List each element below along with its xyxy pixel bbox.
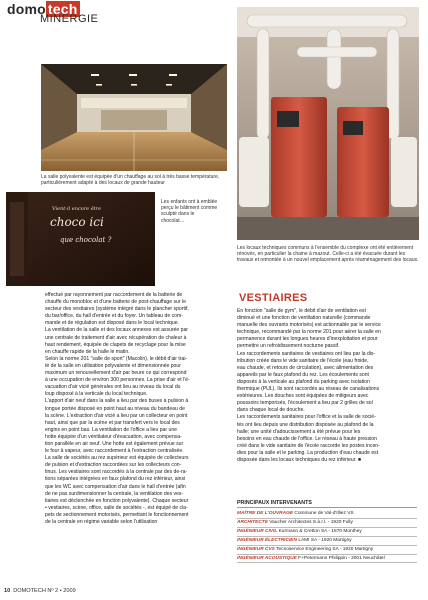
right-column [237, 308, 419, 464]
body-line: la scène. L'extraction d'air vicié a lieu par un collecteur en point [45, 412, 188, 419]
vestiaires-heading: VESTIAIRES [239, 292, 308, 304]
body-line: Les raccordements sanitaires pour l'office et la salle de socié- [237, 414, 376, 421]
body-line: En fonction "salle de gym", le débit d'air de ventilation est [237, 308, 366, 314]
page-number: 10 [4, 588, 11, 594]
body-line: chauffe du monobloc et d'une batterie de post-chauffage sur le [45, 299, 186, 306]
body-line: du bar/office, du hall d'entrée et du foyer. Un tableau de com- [45, 313, 183, 320]
partners-heading: PRINCIPAUX INTERVENANTS [237, 500, 417, 508]
body-line: besoins en eau chaude de l'office. Le réseau à haute pression [237, 435, 377, 442]
partner-label: INGÉNIEUR CIVIL [237, 528, 278, 534]
partner-label: INGÉNIEUR ACOUSTIQUE [237, 555, 297, 561]
body-line: de pulsion et d'extraction raccordées sur les collecteurs con- [45, 462, 182, 469]
wall-text-line1: Vient-il encore être [52, 206, 102, 212]
partner-label: ARCHITECTE [237, 519, 268, 525]
body-line: La ventilation de la salle et des locaux annexes est assurée par [45, 327, 188, 334]
partner-label: MAÎTRE DE L'OUVRAGE [237, 511, 294, 516]
body-line: maximum un renouvellement d'air par heure ce qui correspond [45, 370, 187, 377]
partner-row [237, 537, 417, 546]
body-line: tés ont lieu depuis une distribution disposée au plafond de la [237, 421, 374, 428]
body-line: effectué par rayonnement par raccordement de la batterie de [45, 292, 183, 298]
partner-row [237, 510, 417, 519]
technique-caption: Les locaux techniques communs à l'ensemble du complexe ont été entièrement rénovés, en particulier la chaine à mazout. Celle-ci a été évacuée durant les travaux et remontée à un nouvel emplacement après réaménagement des locaux. [237, 245, 419, 264]
body-line: haut, ainsi que par la scène et par transfert vers le local des [45, 419, 180, 426]
partner-value: Commune de Val-d'Illiez VS [294, 511, 354, 516]
body-line: thermique (PUL). Ils sont raccordés au réseau de canalisations [237, 386, 380, 393]
body-line: appareils par le faux plafond du rez. Les écoulements sont [237, 371, 369, 378]
body-line: L'apport d'air neuf dans la salle a lieu par des buses à pulsion à [45, 398, 189, 405]
body-line: disposée dans les locaux techniques du rez inférieur. ■ [237, 456, 361, 463]
partner-row [237, 546, 417, 555]
body-line: poussoirs temporisés, l'écoulement a lieu par 2 grilles de sol [237, 400, 373, 407]
body-line: dies pour la salle et le parking. La production d'eau chaude est [237, 449, 379, 456]
body-line: extérieures. Les douches sont équipées de mitigeurs avec [237, 393, 369, 400]
body-line: hotte équipée d'un ventilateur d'évacuation, avec compensa- [45, 433, 182, 440]
body-line: pets de sectionnement motorisés, permettant le fonctionnement [45, 511, 189, 518]
brand-part1: domo [7, 1, 46, 17]
vestiaires-caption: Les enfants ont à emblée perçu le bâtiment comme sculpté dans le chocolat… [161, 199, 218, 224]
wall-text-line2: choco ici [50, 215, 104, 229]
body-line: technique, recommandé par la norme 201 pour aérer la salle en [237, 329, 381, 336]
partner-row [237, 555, 417, 564]
body-line: eau chaude, et retours de circulation), avec alimentation des [237, 364, 374, 371]
body-line: de la centrale en régime variable selon l'utilisation [45, 519, 158, 525]
partner-row [237, 519, 417, 528]
body-line: disposés à la verticale au plafond du parking avec isolation [237, 378, 370, 385]
partner-value: Tecnoservice Engineering SA - 1920 Martigny [276, 546, 374, 552]
body-line: vacuation d'air vicié générales ont lieu au niveau du local du [45, 384, 181, 391]
body-line: que les WC avec compensation d'air dans le hall d'entrée (afin [45, 483, 186, 490]
body-line: manuelle des ouvrants motorisés) est actionnable par le service [237, 322, 381, 329]
body-line: tions séparées intégrées en faux plafond du rez inférieur, ainsi [45, 476, 186, 483]
body-line: La salle de sociétés au rez supérieur est équipée de collecteurs [45, 455, 189, 462]
body-line: à une occupation de environ 300 personnes. La prise d'air et l'é- [45, 377, 190, 384]
body-line: tion parallèle en air neuf. Une hotte est également prévue sur [45, 440, 184, 447]
body-line: Les raccordements sanitaires de vestiaires ont lieu par la dis- [237, 350, 376, 357]
body-line: tinus. Les vestiaires sont raccordés à la centrale par des de-ra- [45, 469, 188, 476]
body-line: en chauffe rapide de la halle le matin. [45, 348, 130, 355]
body-line: permanence durant les longues heures d'inexploitation et pour [237, 336, 378, 343]
body-line: le four à vapeur, avec raccordement à l'extraction centralisée. [45, 448, 184, 455]
body-line: engins en point bas. La ventilation de l'office a lieu par une [45, 426, 177, 433]
partner-label: INGÉNIEUR CVS [237, 546, 275, 552]
body-line: haut rendement, équipée de clapets de recyclage pour la mise [45, 341, 186, 348]
brand-part2: tech [47, 1, 78, 17]
partner-value: F+Petermann Philippin - 2001 Neuchâtel [298, 555, 385, 561]
body-line: Selon la norme 201 "salle de sport" (Macolin), le débit d'air trai- [45, 355, 188, 362]
body-line: loup disposé à la verticale du local technique. [45, 391, 148, 398]
body-line: dans chaque local de douche. [237, 407, 305, 414]
body-line: longue portée disposé en point haut au niveau du bandeau de [45, 405, 185, 412]
partner-label: INGÉNIEUR ÉLECTRICIEN [237, 537, 297, 543]
body-line: • vestiaires, scène, office, salle de sociétés -, est équipé de cla- [45, 504, 188, 511]
body-line: secteur des vestiaires (système intégré dans le plancher sportif, [45, 306, 189, 313]
body-line: de ne pas surdimensionner la centrale, la ventilation des ves- [45, 490, 184, 497]
technique-photo [237, 7, 419, 240]
partner-row [237, 528, 417, 537]
body-line: mande et de régulation est disposé dans le local technique. [45, 320, 179, 327]
body-line: tiaires est déclenchée en fonction polyvalente). Chaque secteur [45, 497, 189, 504]
body-line: diminué et une fonction de ventilation naturelle (commande [237, 315, 371, 322]
partner-value: Vaucher Architectes S.à.r.l. - 1920 Fully [269, 519, 353, 525]
body-line: té de la salle en utilisation polyvalente et dimensionnée pour [45, 362, 181, 369]
publication-info: DOMOTECH Nº 2 • 2009 [13, 588, 76, 594]
hall-caption: La salle polyvalente est équipée d'un chauffage au sol à très basse température, particulièrement adapté à des locaux de grande hauteur [41, 174, 220, 187]
hall-photo [41, 64, 227, 171]
partners-box [237, 500, 417, 563]
left-column [45, 292, 228, 526]
wall-text-line3: que chocolat ? [60, 236, 112, 244]
body-line: tribution créée dans le vide sanitaire de l'école (eau froide, [237, 357, 369, 364]
body-line: halle; une unité d'adoucissement a été prévue pour les [237, 428, 361, 435]
partner-value: LAMI SA - 1920 Martigny [298, 537, 352, 543]
partner-value: Kurmann & Cretton SA - 1870 Monthey [278, 528, 362, 534]
page-footer [4, 588, 76, 594]
body-line: permettre un refroidissement nocturne passif. [237, 343, 340, 350]
section-title: MINERGIE [40, 13, 99, 25]
body-line: créé dans le vide sanitaire de l'école raccorde les postes incen- [237, 442, 380, 449]
body-line: une centrale de traitement d'air avec récupération de chaleur à [45, 334, 187, 341]
